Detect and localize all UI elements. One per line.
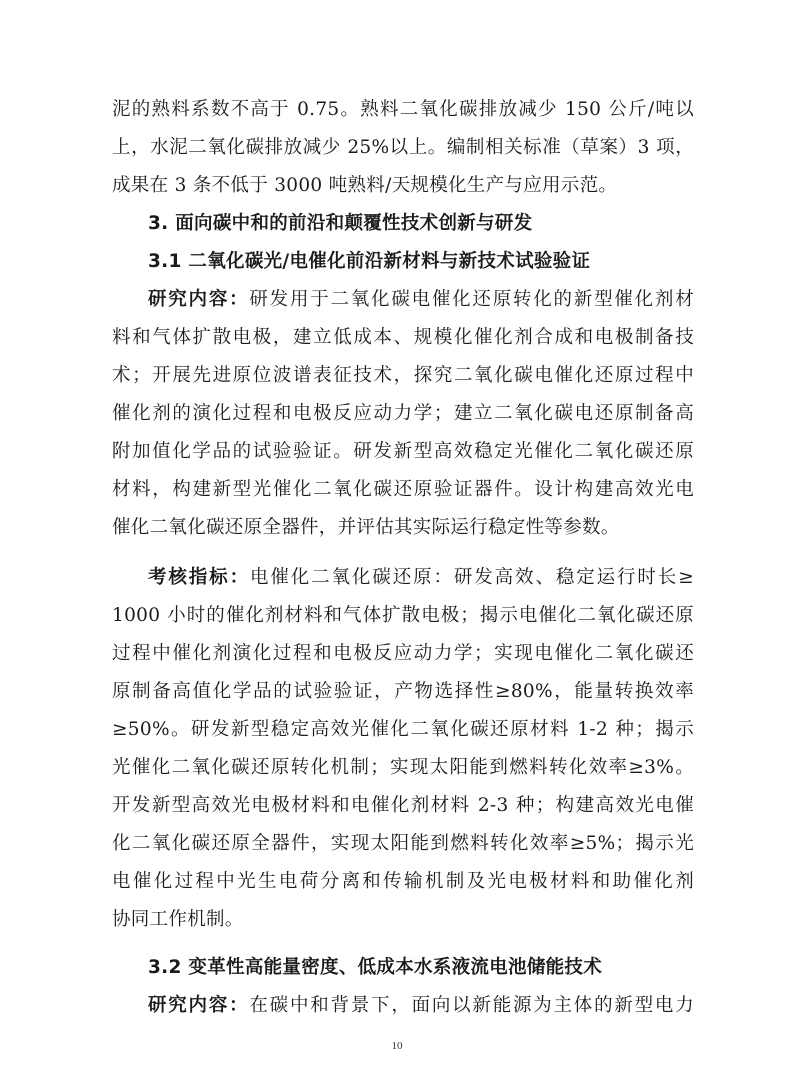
body-text-line: 化二氧化碳还原全器件，实现太阳能到燃料转化效率≥5%；揭示光 — [112, 833, 694, 854]
body-text-line: 材料，构建新型光催化二氧化碳还原验证器件。设计构建高效光电 — [112, 479, 694, 500]
body-text-line: 1000 小时的催化剂材料和气体扩散电极；揭示电催化二氧化碳还原 — [112, 605, 694, 626]
body-text-line: 催化剂的演化过程和电极反应动力学；建立二氧化碳电还原制备高 — [112, 403, 694, 424]
body-text: 电催化二氧化碳还原：研发高效、稳定运行时长≥ — [249, 567, 694, 588]
body-text-line: 成果在 3 条不低于 3000 吨熟料/天规模化生产与应用示范。 — [112, 175, 618, 196]
body-text-line: 开发新型高效光电极材料和电催化剂材料 2-3 种；构建高效光电催 — [112, 795, 694, 816]
body-text-line: 附加值化学品的试验验证。研发新型高效稳定光催化二氧化碳还原 — [112, 441, 694, 462]
research-content-first-line — [148, 988, 694, 1024]
indicator-label: 考核指标： — [148, 567, 250, 588]
body-text-line: 光催化二氧化碳还原转化机制；实现太阳能到燃料转化效率≥3%。 — [112, 757, 694, 778]
body-text-line: 过程中催化剂演化过程和电极反应动力学；实现电催化二氧化碳还 — [112, 643, 694, 664]
body-text-line: 术；开展先进原位波谱表征技术，探究二氧化碳电催化还原过程中 — [112, 365, 694, 386]
indicator-first-line — [148, 560, 694, 596]
section-heading: 3. 面向碳中和的前沿和颠覆性技术创新与研发 — [148, 213, 533, 234]
body-text-line: 上，水泥二氧化碳排放减少 25%以上。编制相关标准（草案）3 项， — [112, 137, 694, 158]
body-text-line: 泥的熟料系数不高于 0.75。熟料二氧化碳排放减少 150 公斤/吨以 — [112, 99, 694, 120]
research-content-label: 研究内容： — [148, 289, 250, 310]
body-text-line: 协同工作机制。 — [112, 909, 244, 930]
subsection-heading: 3.1 二氧化碳光/电催化前沿新材料与新技术试验验证 — [148, 251, 591, 272]
body-text-line: 料和气体扩散电极，建立低成本、规模化催化剂合成和电极制备技 — [112, 327, 694, 348]
body-text-line: 电催化过程中光生电荷分离和传输机制及光电极材料和助催化剂 — [112, 871, 694, 892]
body-text-line: 原制备高值化学品的试验验证，产物选择性≥80%，能量转换效率 — [112, 681, 694, 702]
body-text: 研发用于二氧化碳电催化还原转化的新型催化剂材 — [249, 289, 694, 310]
research-content-label: 研究内容： — [148, 995, 250, 1016]
subsection-heading: 3.2 变革性高能量密度、低成本水系液流电池储能技术 — [148, 957, 603, 978]
body-text: 在碳中和背景下，面向以新能源为主体的新型电力 — [249, 995, 694, 1016]
research-content-first-line — [148, 282, 694, 318]
body-text-line: ≥50%。研发新型稳定高效光催化二氧化碳还原材料 1-2 种；揭示 — [112, 719, 694, 740]
page-number: 10 — [391, 1040, 403, 1052]
body-text-line: 催化二氧化碳还原全器件，并评估其实际运行稳定性等参数。 — [112, 517, 620, 538]
